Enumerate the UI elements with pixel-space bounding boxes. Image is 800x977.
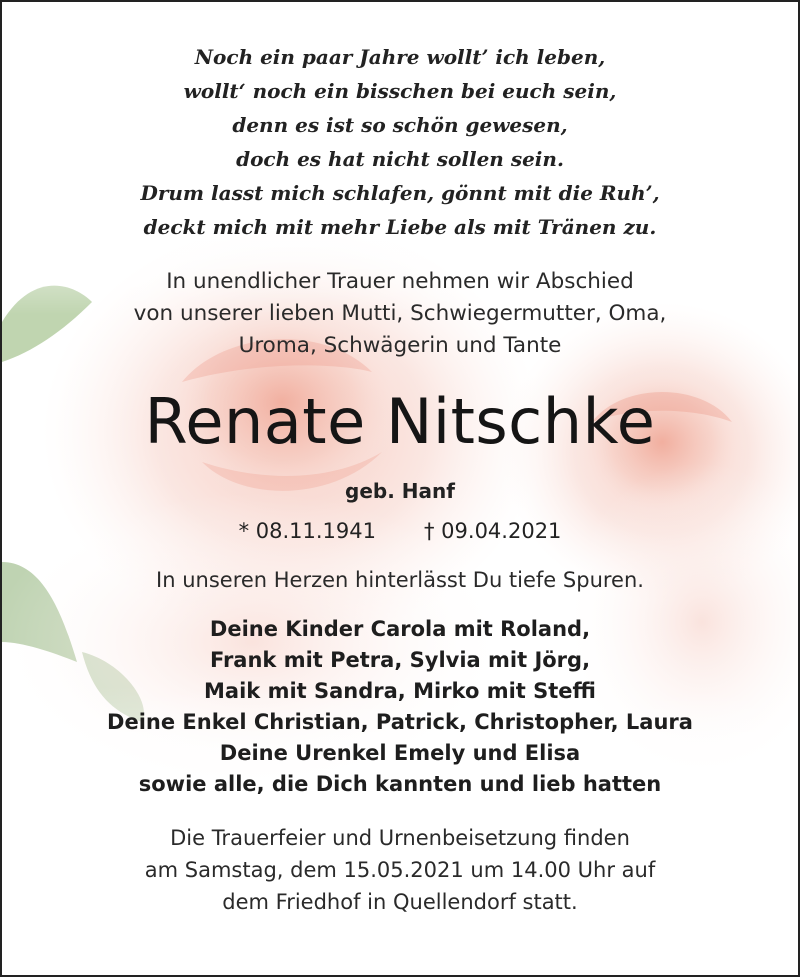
life-dates (2, 516, 798, 546)
family-line: Deine Kinder Carola mit Roland, (209, 617, 591, 641)
poem-line: denn es ist so schön gewesen, (232, 113, 568, 137)
service-line: dem Friedhof in Quellendorf statt. (222, 890, 578, 914)
birth-name: geb. Hanf (345, 479, 455, 503)
poem-line: deckt mich mit mehr Liebe als mit Tränen zu. (143, 215, 657, 239)
poem-line: Drum lasst mich schlafen, gönnt mit die Ruh’, (140, 181, 660, 205)
family-line: Frank mit Petra, Sylvia mit Jörg, (209, 648, 591, 672)
poem-line: wollt‘ noch ein bisschen bei euch sein, (183, 79, 617, 103)
family-list (2, 614, 798, 800)
family-line: sowie alle, die Dich kannten und lieb hatten (138, 772, 662, 796)
family-line: Deine Urenkel Emely und Elisa (219, 741, 581, 765)
memorial-motto: In unseren Herzen hinterlässt Du tiefe Spuren. (156, 568, 644, 592)
funeral-service-info (2, 822, 798, 918)
deceased-name: Renate Nitschke (144, 385, 656, 458)
death-date: † 09.04.2021 (424, 519, 562, 543)
intro-line: Uroma, Schwägerin und Tante (238, 333, 562, 358)
farewell-intro (2, 266, 798, 362)
poem (2, 40, 798, 244)
birth-date: * 08.11.1941 (238, 519, 376, 543)
poem-line: Noch ein paar Jahre wollt’ ich leben, (194, 45, 606, 69)
family-line: Deine Enkel Christian, Patrick, Christopher, Laura (107, 710, 693, 734)
intro-line: In unendlicher Trauer nehmen wir Abschied (166, 269, 634, 294)
service-line: Die Trauerfeier und Urnenbeisetzung finden (170, 826, 630, 850)
poem-line: doch es hat nicht sollen sein. (236, 147, 564, 171)
obituary-content (2, 2, 798, 918)
service-line: am Samstag, dem 15.05.2021 um 14.00 Uhr auf (144, 858, 656, 882)
intro-line: von unserer lieben Mutti, Schwiegermutter, Oma, (133, 301, 667, 326)
family-line: Maik mit Sandra, Mirko mit Steffi (204, 679, 596, 703)
